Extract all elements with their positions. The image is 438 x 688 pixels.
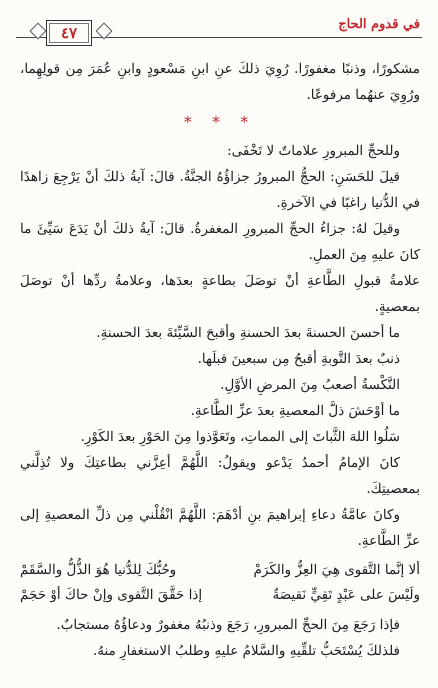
poem: [20, 558, 420, 608]
paragraph: فلذلكَ يُسْتَحَبُّ تلقِّيهِ والسَّلامُ عليهِ وطلبُ الاستغفارِ منهُ.: [92, 643, 400, 659]
paragraph: وقيلَ لهُ: جزاءُ الحجِّ المبرورِ المغفرةُ. قالَ: آيةُ ذلكَ أنْ يَدَعَ سَيِّئَ ما كانَ عليهِ مِنَ العملِ.: [20, 221, 420, 263]
page-number: ٤٧: [60, 24, 78, 42]
paragraph: قيلَ للحَسَنِ: الحجُّ المبرورُ جزاؤُهُ الجنَّةُ. قالَ: آيةُ ذلكَ أنْ يَرْجِعَ زاهدًا في الدُّنيا راغبًا في الآخرةِ.: [20, 169, 420, 211]
paragraph: ما أوْحَشَ ذلَّ المعصيةِ بعدَ عزِّ الطَّاعةِ.: [190, 403, 400, 419]
paragraph: مشكورًا، وذنبًا مغفورًا. رُوِيَ ذلكَ عنِ ابنِ مَسْعودٍ وابنِ عُمَرَ مِن قولِهِما، ورُوِيَ عنهُما مرفوعًا.: [20, 61, 420, 103]
paragraph: النَّكْسةُ أصعبُ مِنَ المرضِ الأوَّلِ.: [220, 377, 400, 393]
page-body: [20, 56, 420, 664]
verse-first-hemistich: ألا إنَّما التَّقوى هِيَ العِزُّ والكَرَمْ: [253, 562, 420, 578]
paragraph: علامةُ قبولِ الطَّاعةِ أنْ توصَلَ بطاعةٍ بعدَها، وعلامةُ ردِّها أنْ توصَلَ بمعصيةٍ.: [20, 273, 420, 315]
paragraph: ذنبٌ بعدَ التَّوبةِ أقبحُ مِن سبعينَ قبلَها.: [197, 351, 400, 367]
page-number-frame: [46, 20, 92, 46]
paragraph: ما أحسنَ الحسنةَ بعدَ الحسنةِ وأقبحَ السَّيِّئةَ بعدَ الحسنةِ.: [96, 325, 400, 341]
verse-second-hemistich: وحُبُّكَ لِلدُّنيا هُوَ الذُّلُّ والسَّقَمْ: [20, 562, 177, 578]
page-header: [16, 16, 422, 46]
running-title: في قدوم الحاج: [332, 17, 420, 32]
poem-verse: [20, 583, 420, 608]
section-separator-stars: * * *: [183, 113, 257, 131]
paragraph: سَلُوا اللهَ الثَّباتَ إلى المماتِ، وتَعَوَّذوا مِنَ الحَوْرِ بعدَ الكَوْرِ.: [80, 429, 400, 445]
verse-second-hemistich: إذا حَقَّقَ التَّقوى وإنْ حاكَ أوْ حَجَمْ: [20, 587, 203, 603]
paragraph: وللحجِّ المبرورِ علاماتٌ لا تَخْفَى:: [227, 143, 400, 159]
poem-verse: [20, 558, 420, 583]
paragraph: وكانَ عامَّةُ دعاءِ إبراهيمَ بنِ أدْهَمَ: اللَّهُمَّ انْقُلْني مِن ذلِّ المعصيةِ إلى عزِّ الطَّاعةِ.: [20, 507, 420, 549]
verse-first-hemistich: ولَيْسَ على عَبْدٍ تَقِيٍّ نَقيصَةٌ: [272, 587, 420, 603]
paragraph: كانَ الإمامُ أحمدُ يَدْعو ويقولُ: اللَّهُمَّ أعِزَّني بطاعتِكَ ولا تُذِلَّني بمعصيتِكَ.: [20, 455, 420, 497]
paragraph: فإذا رَجَعَ مِنَ الحجِّ المبرورِ، رَجَعَ وذنبُهُ مغفورٌ ودعاؤُهُ مستجابٌ.: [56, 617, 400, 633]
